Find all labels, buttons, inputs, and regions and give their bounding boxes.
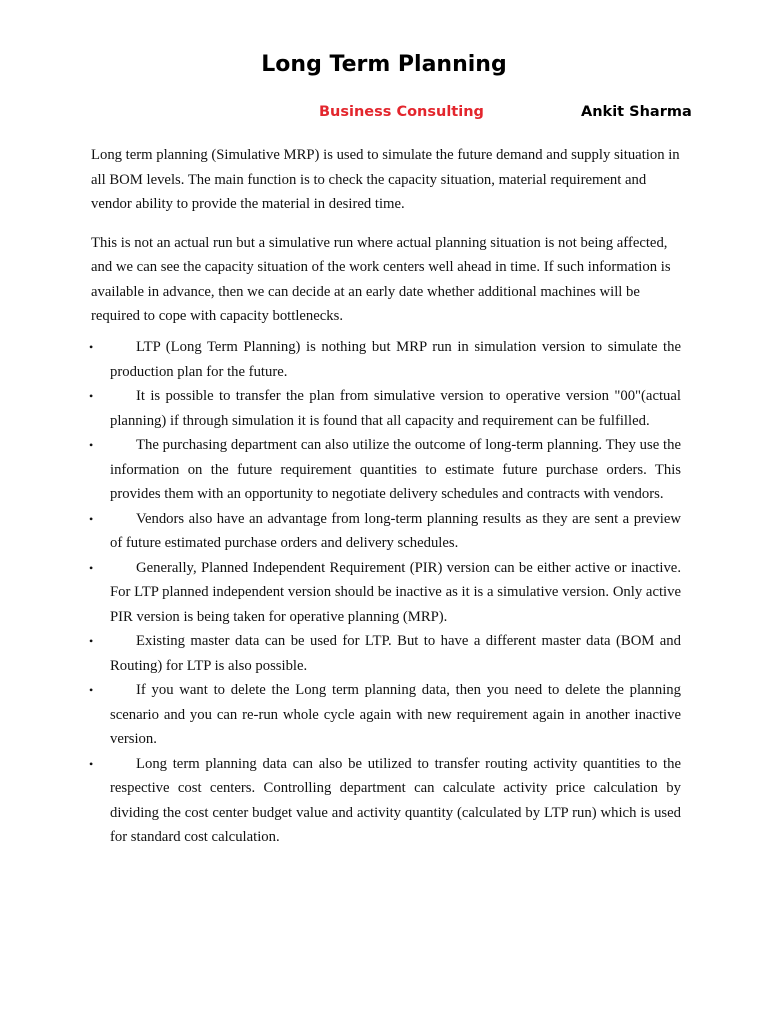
list-item — [91, 752, 681, 850]
document-title: Long Term Planning — [261, 52, 507, 77]
bullet-icon: • — [89, 634, 94, 648]
context-paragraph: This is not an actual run but a simulative run where actual planning situation is not being affected, and we can see the capacity situation of the work centers well ahead in time. If such information is available in advance, then we can decide at an early date whether additional machines will be required to cope with capacity bottlenecks. — [91, 234, 671, 324]
bullet-icon: • — [89, 756, 94, 771]
list-item — [91, 507, 681, 556]
bullet-icon: • — [89, 560, 94, 575]
list-item — [91, 629, 681, 678]
list-item — [91, 433, 681, 507]
bullet-icon: • — [89, 511, 94, 526]
list-item-text: It is possible to transfer the plan from simulative version to operative version "00"(actual planning) if through simulation it is found that all capacity and requirement can be fulfilled. — [110, 388, 681, 429]
list-item-text: The purchasing department can also utilize the outcome of long-term planning. They use the information on the future requirement quantities to estimate future purchase orders. This provides them with an opportunity to negotiate delivery schedules and contracts with vendors. — [110, 437, 681, 502]
list-item — [91, 384, 681, 433]
bullet-icon: • — [89, 340, 94, 354]
list-item-text: LTP (Long Term Planning) is nothing but MRP run in simulation version to simulate the production plan for the future. — [110, 339, 681, 380]
list-item — [91, 556, 681, 630]
list-item-text: Existing master data can be used for LTP. But to have a different master data (BOM and Routing) for LTP is also possible. — [110, 633, 681, 674]
intro-paragraph: Long term planning (Simulative MRP) is used to simulate the future demand and supply situation in all BOM levels. The main function is to check the capacity situation, material requirement and vendor ability to provide the material in desired time. — [91, 147, 680, 212]
list-item-text: Long term planning data can also be utilized to transfer routing activity quantities to the respective cost centers. Controlling department can calculate activity price calculation by dividing the cost center budget value and activity quantity (calculated by LTP run) which is used for standard cost calculation. — [110, 755, 681, 845]
bullet-list — [91, 335, 681, 850]
author-name: Ankit Sharma — [581, 104, 692, 120]
department-label: Business Consulting — [319, 104, 484, 120]
bullet-icon: • — [89, 438, 94, 452]
bullet-icon: • — [89, 389, 94, 403]
list-item-text: If you want to delete the Long term planning data, then you need to delete the planning scenario and you can re-run whole cycle again with new requirement again in another inactive version. — [110, 682, 681, 747]
document-body — [89, 143, 681, 845]
list-item-text: Generally, Planned Independent Requirement (PIR) version can be either active or inactive. For LTP planned independent version should be inactive as it is a simulative version. Only active PIR version is being taken for operative planning (MRP). — [110, 559, 681, 625]
bullet-icon: • — [89, 683, 94, 697]
list-item-text: Vendors also have an advantage from long-term planning results as they are sent a preview of future estimated purchase orders and delivery schedules. — [110, 510, 681, 551]
list-item — [91, 678, 681, 752]
list-item — [91, 335, 681, 384]
